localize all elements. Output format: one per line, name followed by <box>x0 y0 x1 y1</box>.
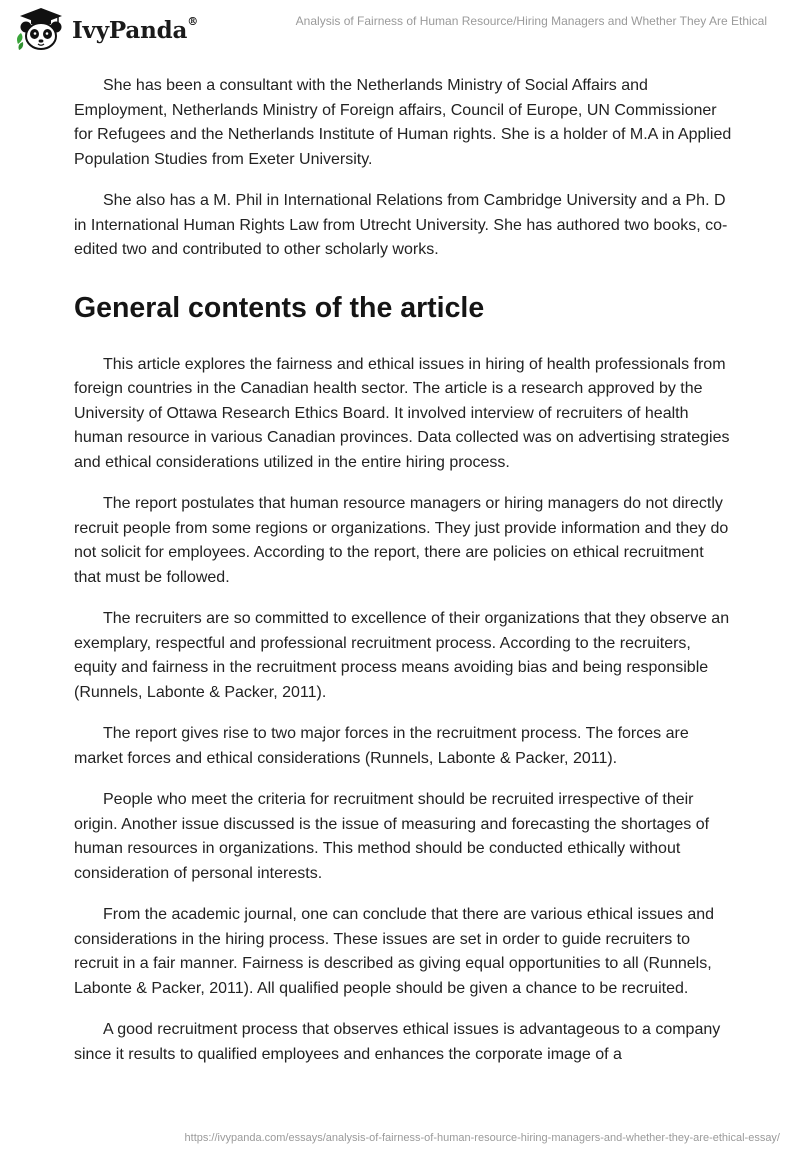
article-body <box>74 74 734 1084</box>
ivypanda-logo[interactable] <box>14 6 198 54</box>
section-heading: General contents of the article <box>74 291 485 324</box>
panda-mascot-icon <box>14 6 68 54</box>
paragraph: This article explores the fairness and ethical issues in hiring of health professionals from foreign countries in the Canadian health sector. The article is a research approved by the University of Ottawa Research Ethics Board. It involved interview of recruiters of health human resource in various Canadian provinces. Data collected was on advertising strategies and ethical considerations utilized in the entire hiring process. <box>74 355 730 471</box>
paragraph: From the academic journal, one can conclude that there are various ethical issues and considerations in the hiring process. These issues are set in order to guide recruiters to recruit in a fair manner. Fairness is described as giving equal opportunities to all (Runnels, Labonte & Packer, 2011). All qualified people should be given a chance to be recruited. <box>74 906 715 997</box>
paragraph: The report postulates that human resource managers or hiring managers do not directly recruit people from some regions or organizations. They just provide information and they do not solicit for employees. According to the report, there are policies on ethical recruitment that must be followed. <box>74 495 729 586</box>
paragraph: She has been a consultant with the Netherlands Ministry of Social Affairs and Employment, Netherlands Ministry of Foreign affairs, Council of Europe, UN Commissioner for Refugees and the Netherlands Institute of Human rights. She is a holder of M.A in Applied Population Studies from Exeter University. <box>74 77 732 168</box>
document-title: Analysis of Fairness of Human Resource/Hiring Managers and Whether They Are Ethical <box>295 14 767 28</box>
paragraph: People who meet the criteria for recruitment should be recruited irrespective of their origin. Another issue discussed is the issue of measuring and forecasting the shortages of human resources in organizations. This method should be conducted ethically without consideration of personal interests. <box>74 791 710 882</box>
paragraph: A good recruitment process that observes ethical issues is advantageous to a company since it results to qualified employees and enhances the corporate image of a <box>74 1021 721 1063</box>
brand-name: IvyPanda® <box>72 14 198 44</box>
paragraph: She also has a M. Phil in International Relations from Cambridge University and a Ph. D in International Human Rights Law from Utrecht University. She has authored two books, co-edited two and contributed to other scholarly works. <box>74 192 728 258</box>
paragraph: The report gives rise to two major forces in the recruitment process. The forces are market forces and ethical considerations (Runnels, Labonte & Packer, 2011). <box>74 725 689 767</box>
paragraph: The recruiters are so committed to excellence of their organizations that they observe an exemplary, respectful and professional recruitment process. According to the recruiters, equity and fairness in the recruitment process means avoiding bias and being responsible (Runnels, Labonte & Packer, 2011). <box>74 610 730 701</box>
page-header <box>0 0 800 60</box>
source-url[interactable]: https://ivypanda.com/essays/analysis-of-fairness-of-human-resource-hiring-managers-and-whether-they-are-ethical-essay/ <box>184 1132 780 1144</box>
